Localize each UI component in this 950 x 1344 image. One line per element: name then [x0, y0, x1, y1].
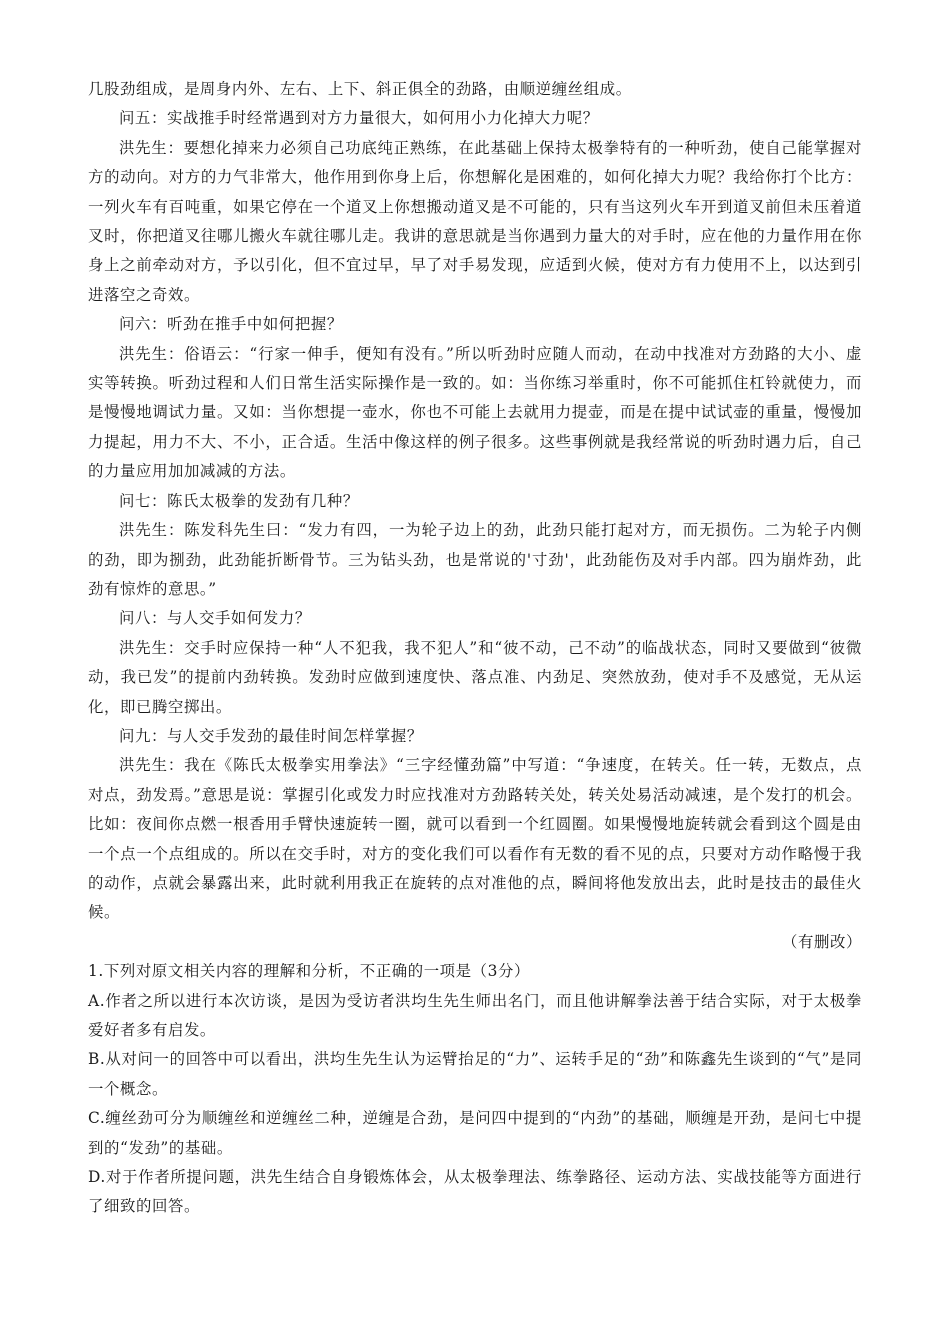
question-9: 问九：与人交手发劲的最佳时间怎样掌握？: [119, 726, 423, 745]
option-a: A.作者之所以进行本次访谈，是因为受访者洪均生先生师出名门，而且他讲解拳法善于结合实际，对于太极拳爱好者多有启发。: [88, 991, 862, 1039]
question-7: 问七：陈氏太极拳的发劲有几种？: [119, 491, 359, 510]
answer-8: 洪先生：交手时应保持一种“人不犯我，我不犯人”和“彼不动，己不动”的临战状态，同时又要做到“彼微动，我已发”的提前内劲转换。发劲时应做到速度快、落点准、内劲足、突然放劲，使对手不及感觉，无从运化，即已腾空掷出。: [88, 638, 862, 716]
answer-9: 洪先生：我在《陈氏太极拳实用拳法》“三字经懂劲篇”中写道：“争速度，在转关。任一转，无数点，点对点，劲发焉。”意思是说：掌握引化或发力时应找准对方劲路转关处，转关处易活动减速，是个发打的机会。比如：夜间你点燃一根香用手臂快速旋转一圈，就可以看到一个红圆圈。如果慢慢地旋转就会看到这个圆是由一个点一个点组成的。所以在交手时，对方的变化我们可以看作有无数的看不见的点，只要对方动作略慢于我的动作，点就会暴露出来，此时就利用我正在旋转的点对准他的点，瞬间将他发放出去，此时是技击的最佳火候。: [88, 756, 862, 922]
paragraph-continued: 几股劲组成，是周身内外、左右、上下、斜正俱全的劲路，由顺逆缠丝组成。: [88, 80, 632, 98]
option-c: C.缠丝劲可分为顺缠丝和逆缠丝二种，逆缠是合劲，是问四中提到的“内劲”的基础，顺缠是开劲，是问七中提到的“发劲”的基础。: [88, 1109, 862, 1157]
question-8: 问八：与人交手如何发力？: [119, 609, 311, 628]
answer-6: 洪先生：俗语云：“行家一伸手，便知有没有。”所以听劲时应随人而动，在动中找准对方劲路的大小、虚实等转换。听劲过程和人们日常生活实际操作是一致的。如：当你练习举重时，你不可能抓住杠铃就使力，而是慢慢地调试力量。又如：当你想提一壶水，你也不可能上去就用力提壶，而是在提中试试壶的重量，慢慢加力提起，用力不大、不小，正合适。生活中像这样的例子很多。这些事例就是我经常说的听劲时遇力后，自己的力量应用加加减减的方法。: [88, 344, 862, 481]
question-stem: 1.下列对原文相关内容的理解和分析，不正确的一项是（3分）: [88, 962, 531, 981]
question-6: 问六：听劲在推手中如何把握？: [119, 315, 343, 334]
answer-5: 洪先生：要想化掉来力必须自己功底纯正熟练，在此基础上保持太极拳特有的一种听劲，使自己能掌握对方的动向。对方的力气非常大，他作用到你身上后，你想解化是困难的，如何化掉大力呢？我给你打个比方：一列火车有百吨重，如果它停在一个道叉上你想搬动道叉是不可能的，只有当这列火车开到道叉前但未压着道叉时，你把道叉往哪儿搬火车就往哪儿走。我讲的意思就是当你遇到力量大的对手时，应在他的力量作用在你身上之前牵动对方，予以引化，但不宜过早，早了对手易发现，应适到火候，使对方有力使用不上，以达到引进落空之奇效。: [88, 138, 862, 304]
answer-7: 洪先生：陈发科先生曰：“发力有四，一为轮子边上的劲，此劲只能打起对方，而无损伤。二为轮子内侧的劲，即为捌劲，此劲能折断骨节。三为钻头劲，也是常说的'寸劲'，此劲能伤及对手内部。四为崩炸劲，此劲有惊炸的意思。”: [88, 521, 862, 598]
option-b: B.从对问一的回答中可以看出，洪均生先生认为运臂抬足的“力”、运转手足的“劲”和陈鑫先生谈到的“气”是同一个概念。: [88, 1050, 862, 1098]
option-d: D.对于作者所提问题，洪先生结合自身锻炼体会，从太极拳理法、练拳路径、运动方法、实战技能等方面进行了细致的回答。: [88, 1168, 862, 1216]
interview-article: [88, 75, 862, 957]
exam-question-1: [88, 957, 862, 1222]
question-5: 问五：实战推手时经常遇到对方力量很大，如何用小力化掉大力呢？: [119, 109, 599, 128]
edit-note: （有删改）: [782, 932, 862, 951]
